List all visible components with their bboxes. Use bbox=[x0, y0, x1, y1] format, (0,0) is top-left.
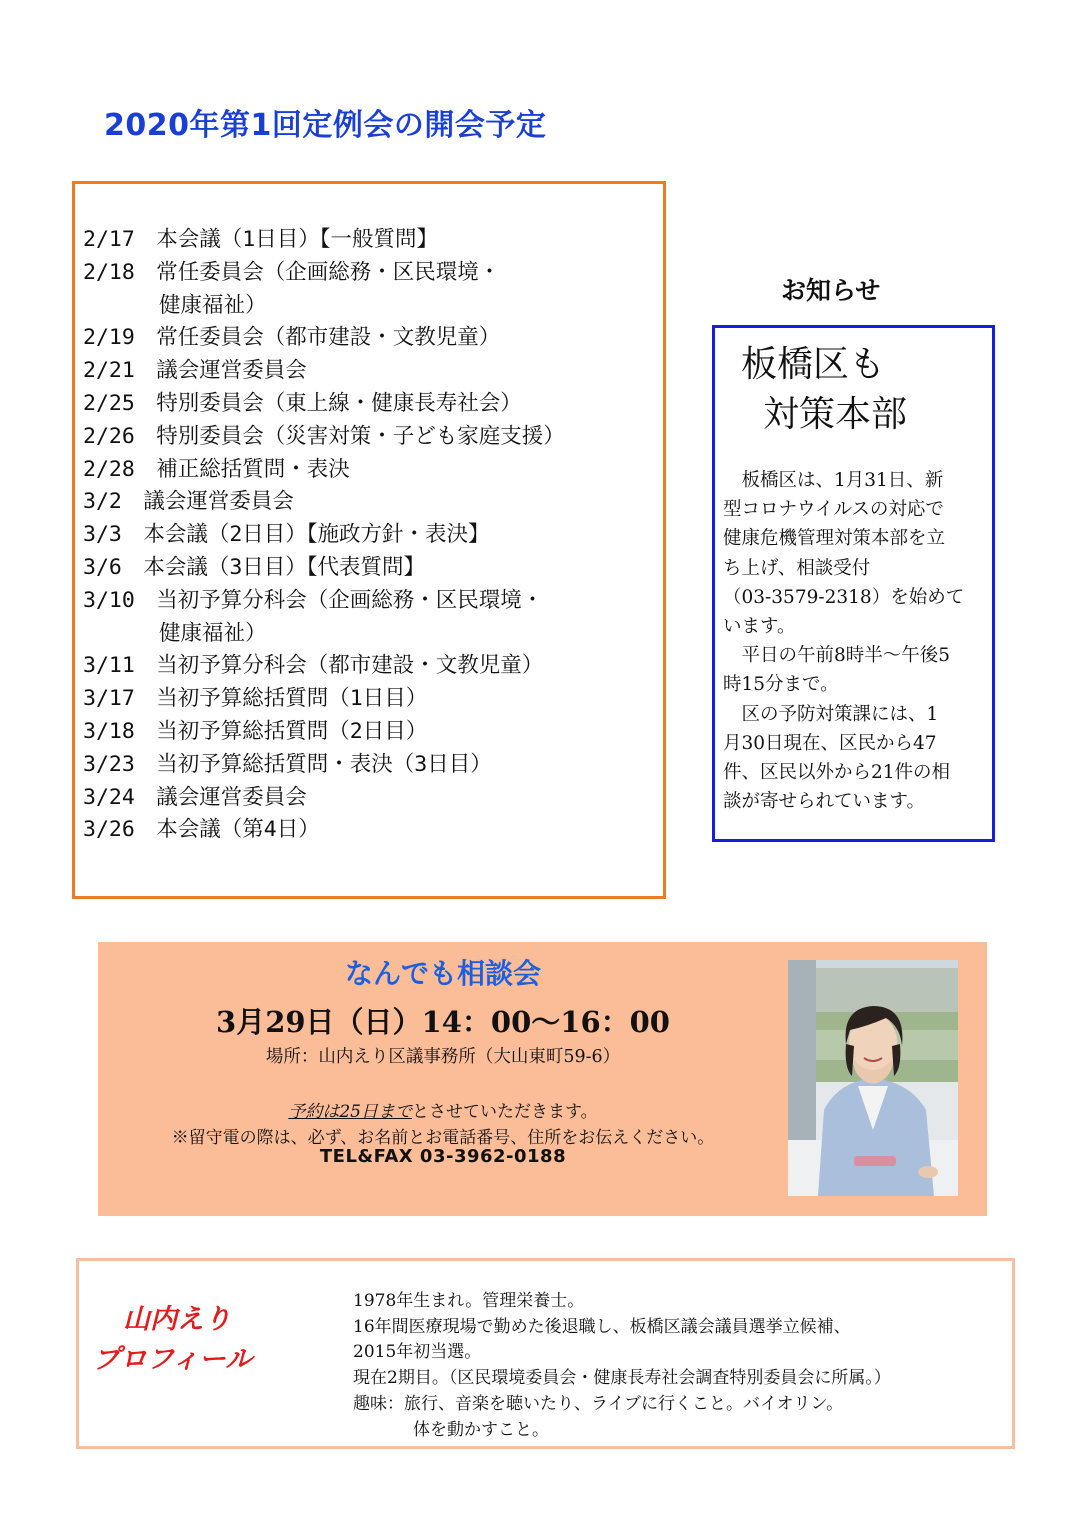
schedule-item: 2/28 補正総括質問・表決 bbox=[83, 456, 350, 482]
notice-line: います。 bbox=[723, 616, 796, 638]
notice-line: 件、区民以外から21件の相 bbox=[723, 762, 951, 784]
portrait-illustration bbox=[788, 960, 958, 1196]
profile-line: 16年間医療現場で勤めた後退職し、板橋区議会議員選挙立候補、 bbox=[353, 1316, 851, 1337]
schedule-item: 3/23 当初予算総括質問・表決（3日目） bbox=[83, 751, 492, 777]
notice-headline-line1: 板橋区も bbox=[741, 344, 886, 385]
profile-line: 現在2期目。（区民環境委員会・健康長寿社会調査特別委員会に所属。） bbox=[353, 1368, 891, 1389]
notice-line: 区の予防対策課には、1 bbox=[723, 703, 939, 725]
consultation-note: ※留守電の際は、必ず、お名前とお電話番号、住所をお伝えください。 bbox=[171, 1128, 715, 1148]
portrait-photo bbox=[788, 960, 958, 1196]
notice-line: 時15分まで。 bbox=[723, 674, 839, 696]
consultation-place: 場所：山内えり区議事務所（大山東町59-6） bbox=[265, 1047, 621, 1067]
schedule-list bbox=[83, 224, 565, 847]
profile-line: 2015年初当選。 bbox=[353, 1342, 482, 1363]
schedule-item: 3/10 当初予算分科会（企画総務・区民環境・ bbox=[83, 587, 544, 613]
notice-line: 型コロナウイルスの対応で bbox=[723, 499, 944, 521]
schedule-box bbox=[72, 181, 666, 899]
consultation-phone: TEL&FAX 03-3962-0188 bbox=[319, 1146, 567, 1167]
reservation-text: とさせていただきます。 bbox=[412, 1102, 598, 1122]
notice-line: 談が寄せられています。 bbox=[723, 791, 926, 813]
profile-label-title: プロフィール bbox=[93, 1344, 253, 1375]
notice-line: 板橋区は、1月31日、新 bbox=[723, 470, 944, 491]
consultation-reservation bbox=[98, 1097, 788, 1122]
schedule-item: 3/3 本会議（2日目）【施政方針・表決】 bbox=[83, 522, 490, 548]
consultation-panel bbox=[98, 942, 987, 1216]
notice-headline-line2: 対策本部 bbox=[763, 394, 908, 435]
schedule-item: 健康福祉） bbox=[159, 292, 267, 318]
reservation-deadline: 予約は25日まで bbox=[288, 1102, 412, 1122]
notice-line: 平日の午前8時半～午後5 bbox=[723, 645, 951, 667]
schedule-item: 2/21 議会運営委員会 bbox=[83, 358, 307, 384]
profile-box bbox=[76, 1258, 1015, 1449]
notice-box bbox=[712, 325, 995, 842]
page-title: 2020年第1回定例会の開会予定 bbox=[104, 108, 547, 143]
profile-line: 体を動かすこと。 bbox=[413, 1419, 549, 1440]
notice-line: ち上げ、相談受付 bbox=[723, 557, 871, 579]
schedule-item: 3/6 本会議（3日目）【代表質問】 bbox=[83, 554, 426, 580]
profile-label-name: 山内えり bbox=[123, 1304, 231, 1335]
schedule-item: 3/17 当初予算総括質問（1日目） bbox=[83, 686, 428, 712]
schedule-item: 3/26 本会議（第4日） bbox=[83, 817, 320, 843]
schedule-item: 2/26 特別委員会（災害対策・子ども家庭支援） bbox=[83, 423, 565, 449]
profile-line: 1978年生まれ。管理栄養士。 bbox=[353, 1291, 585, 1311]
consultation-title: なんでも相談会 bbox=[344, 957, 541, 990]
schedule-item: 3/18 当初予算総括質問（2日目） bbox=[83, 718, 428, 744]
schedule-item: 2/18 常任委員会（企画総務・区民環境・ bbox=[83, 259, 501, 285]
schedule-item: 2/25 特別委員会（東上線・健康長寿社会） bbox=[83, 390, 522, 416]
schedule-item: 2/17 本会議（1日目）【一般質問】 bbox=[83, 227, 438, 252]
schedule-item: 3/24 議会運営委員会 bbox=[83, 784, 307, 810]
profile-line: 趣味：旅行、音楽を聴いたり、ライブに行くこと。バイオリン。 bbox=[353, 1393, 844, 1414]
consultation-date: 3月29日（日）14：00～16：00 bbox=[216, 1005, 670, 1039]
notice-line: （03-3579-2318）を始めて bbox=[723, 586, 965, 608]
schedule-item: 2/19 常任委員会（都市建設・文教児童） bbox=[83, 325, 501, 351]
notice-line: 月30日現在、区民から47 bbox=[723, 732, 937, 754]
schedule-item: 3/2 議会運営委員会 bbox=[83, 489, 294, 515]
schedule-item: 3/11 当初予算分科会（都市建設・文教児童） bbox=[83, 653, 544, 679]
notice-line: 健康危機管理対策本部を立 bbox=[723, 528, 946, 550]
profile-body bbox=[353, 1289, 891, 1443]
notice-body bbox=[723, 466, 964, 816]
schedule-item: 健康福祉） bbox=[159, 620, 267, 646]
notice-heading: お知らせ bbox=[781, 276, 881, 305]
